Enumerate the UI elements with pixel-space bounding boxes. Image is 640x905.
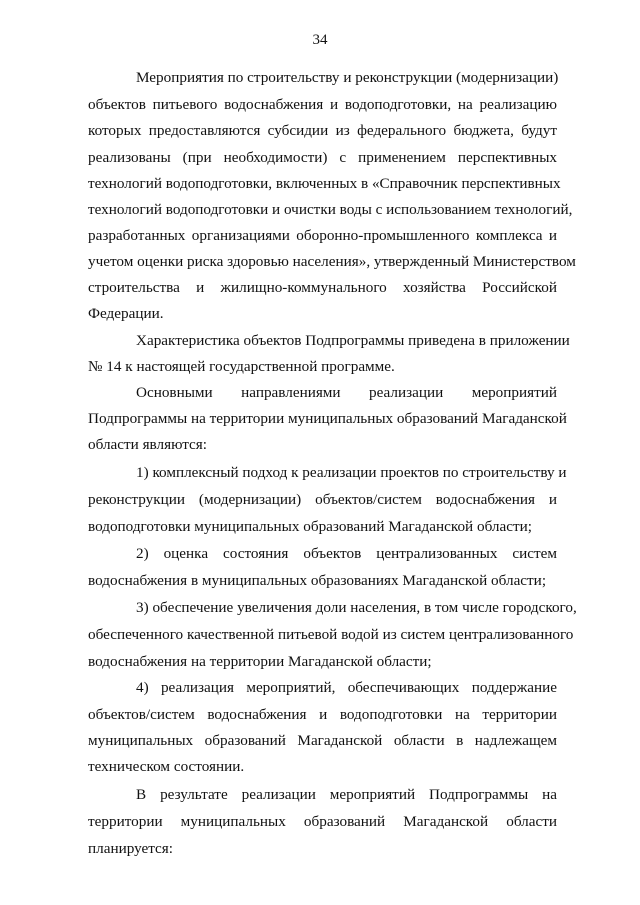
text-line: объектов/систем водоснабжения и водоподготовки на территории <box>88 706 557 723</box>
text-line: водоснабжения в муниципальных образованиях Магаданской области; <box>88 572 547 589</box>
text-line: территории муниципальных образований Магаданской области <box>88 813 557 830</box>
text-line: обеспеченного качественной питьевой водой из систем централизованного <box>88 626 574 643</box>
text-line: разработанных организациями оборонно-промышленного комплекса и <box>88 227 557 244</box>
text-line: 3) обеспечение увеличения доли населения, в том числе городского, <box>136 599 577 616</box>
text-line: области являются: <box>88 436 208 453</box>
text-line: Подпрограммы на территории муниципальных образований Магаданской <box>88 410 567 427</box>
text-line: учетом оценки риска здоровью населения», утвержденный Министерством <box>88 253 576 270</box>
text-line: 4) реализация мероприятий, обеспечивающих поддержание <box>136 679 557 696</box>
text-line: Основными направлениями реализации мероприятий <box>136 384 557 401</box>
text-line: 1) комплексный подход к реализации проектов по строительству и <box>136 464 567 481</box>
text-line: планируется: <box>88 840 173 857</box>
text-line: реконструкции (модернизации) объектов/систем водоснабжения и <box>88 491 557 508</box>
text-line: которых предоставляются субсидии из федерального бюджета, будут <box>88 122 557 139</box>
text-line: муниципальных образований Магаданской области в надлежащем <box>88 732 557 749</box>
text-line: объектов питьевого водоснабжения и водоподготовки, на реализацию <box>88 96 557 113</box>
text-line: водоподготовки муниципальных образований Магаданской области; <box>88 518 532 535</box>
text-line: водоснабжения на территории Магаданской области; <box>88 653 432 670</box>
text-line: № 14 к настоящей государственной программе. <box>88 358 395 375</box>
text-line: Мероприятия по строительству и реконструкции (модернизации) <box>136 69 559 86</box>
text-line: В результате реализации мероприятий Подпрограммы на <box>136 786 557 803</box>
text-line: технологий водоподготовки и очистки воды с использованием технологий, <box>88 201 573 218</box>
text-line: строительства и жилищно-коммунального хозяйства Российской <box>88 279 557 296</box>
page-number: 34 <box>312 32 328 48</box>
text-line: Федерации. <box>88 305 164 322</box>
text-line: реализованы (при необходимости) с применением перспективных <box>88 149 557 166</box>
text-line: техническом состоянии. <box>88 758 245 775</box>
text-line: Характеристика объектов Подпрограммы приведена в приложении <box>136 332 570 349</box>
text-line: 2) оценка состояния объектов централизованных систем <box>136 545 557 562</box>
text-line: технологий водоподготовки, включенных в «Справочник перспективных <box>88 175 561 192</box>
